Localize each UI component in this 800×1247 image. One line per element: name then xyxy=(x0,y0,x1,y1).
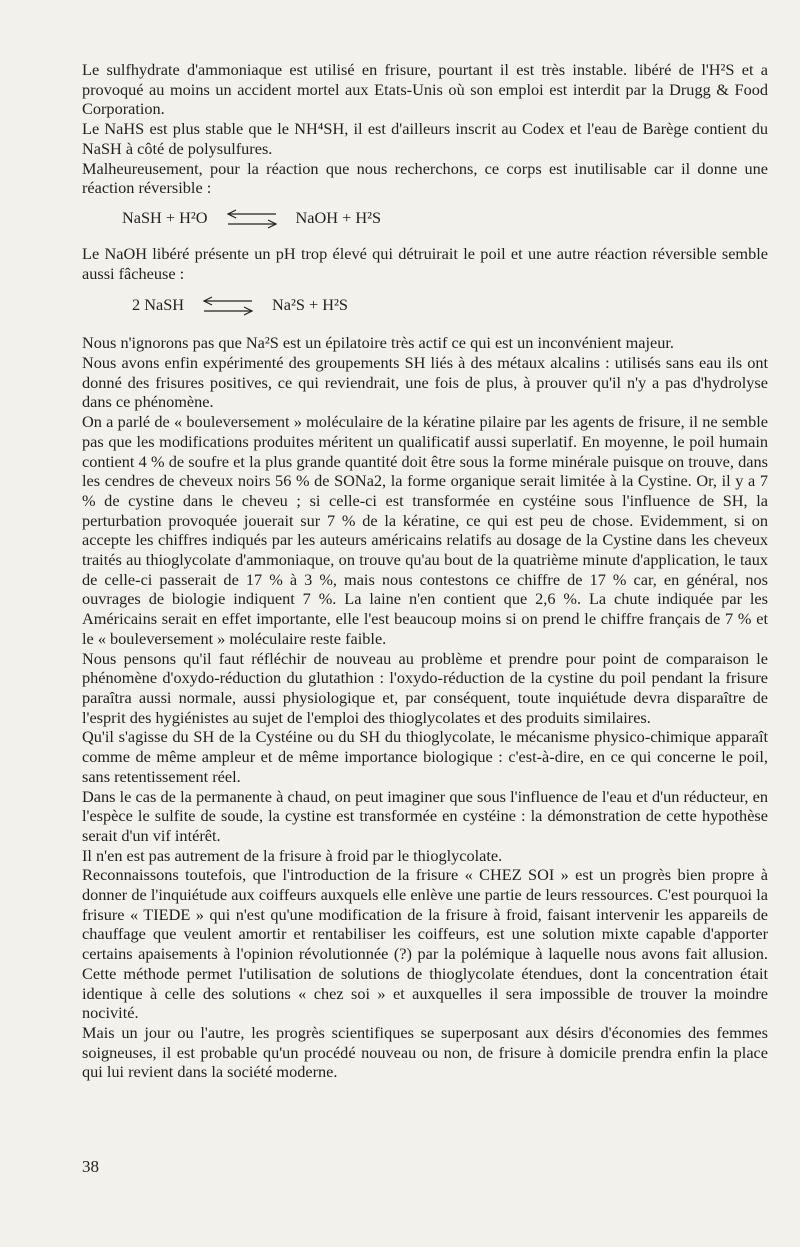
paragraph: Nous avons enfin expérimenté des groupements SH liés à des métaux alcalins : utilisés sans eau ils ont donné des frisures positives, ce qui reviendrait, une fois de plus, à prouver qu'il n'y a pas d'hydrolyse dans ce phénomène. xyxy=(82,353,768,412)
equation-right: Na²S + H²S xyxy=(272,295,348,315)
equation-reversible-2 xyxy=(82,291,768,319)
paragraph: Nous pensons qu'il faut réfléchir de nouveau au problème et prendre pour point de comparaison le phénomène d'oxydo-réduction du glutathion : l'oxydo-réduction de la cystine du poil pendant la frisure paraîtra aussi normale, aussi physiologique et, par conséquent, toute inquiétude devra disparaître de l'esprit des hygiénistes au sujet de l'emploi des thioglycolates et des produits similaires. xyxy=(82,648,768,727)
paragraph: Il n'en est pas autrement de la frisure à froid par le thioglycolate. xyxy=(82,845,503,865)
body-text xyxy=(82,60,768,1082)
page-number: 38 xyxy=(82,1157,99,1176)
equation-reversible-1 xyxy=(82,204,768,232)
paragraph: Le NaHS est plus stable que le NH⁴SH, il est d'ailleurs inscrit au Codex et l'eau de Barège contient du NaSH à côté de polysulfures. xyxy=(82,119,768,158)
reversible-arrow-icon xyxy=(224,206,280,230)
paragraph: Le NaOH libéré présente un pH trop élevé qui détruirait le poil et une autre réaction réversible semble aussi fâcheuse : xyxy=(82,243,768,283)
paragraph: Dans le cas de la permanente à chaud, on peut imaginer que sous l'influence de l'eau et d'un réducteur, en l'espèce le sulfite de soude, la cystine est transformée en cystéine : la démonstration de cette hypothèse serait d'un vif intérêt. xyxy=(82,786,768,845)
paragraph: Qu'il s'agisse du SH de la Cystéine ou du SH du thioglycolate, le mécanisme physico-chimique apparaît comme de même ampleur et de même importance biologique : c'est-à-dire, en ce qui concerne le poil, sans retentissement réel. xyxy=(82,727,768,786)
equation-left: 2 NaSH xyxy=(132,295,185,315)
equation-left: NaSH + H²O xyxy=(122,208,208,228)
paragraph: Mais un jour ou l'autre, les progrès scientifiques se superposant aux désirs d'économies des femmes soigneuses, il est probable qu'un procédé nouveau ou non, de frisure à domicile prendra enfin la place qui lui revient dans la société moderne. xyxy=(82,1022,768,1082)
paragraph: On a parlé de « bouleversement » moléculaire de la kératine pilaire par les agents de frisure, il ne semble pas que les modifications produites méritent un qualificatif aussi superlatif. En moyenne, le poil humain contient 4 % de soufre et la plus grande quantité doit être sous la forme minérale puisque on trouve, dans les cendres de cheveux noirs 56 % de SONa2, la forme organique serait limitée à la Cystine. Or, il y a 7 % de cystine dans le cheveu ; si celle-ci est transformée en cystéine sous l'influence de SH, la perturbation provoquée jouerait sur 7 % de la kératine, ce qui est peu de chose. Evidemment, si on accepte les chiffres indiqués par les auteurs américains relatifs au dosage de la Cystine dans les cheveux traités au thioglycolate d'ammoniaque, on trouve qu'au bout de la quatrième minute d'application, le taux de celle-ci passerait de 17 % à 3 %, mais nous contestons ce chiffre de 17 % car, en général, nos ouvrages de biologie indiquent 7 %. La laine n'en contient que 2,6 %. La chute indiquée par les Américains serait en effet importante, elle l'est beaucoup moins si on prend le chiffre français de 7 % et le « bouleversement » moléculaire reste faible. xyxy=(82,412,768,648)
equation-right: NaOH + H²S xyxy=(295,208,382,228)
paragraph: Malheureusement, pour la réaction que nous recherchons, ce corps est inutilisable car il donne une réaction réversible : xyxy=(82,158,768,198)
paragraph: Nous n'ignorons pas que Na²S est un épilatoire très actif ce qui est un inconvénient majeur. xyxy=(82,333,674,353)
paragraph: Reconnaissons toutefois, que l'introduction de la frisure « CHEZ SOI » est un progrès bien propre à donner de l'inquiétude aux coiffeurs auxquels elle enlève une partie de leurs ressources. C'est pourquoi la frisure « TIEDE » qui n'est qu'une modification de la frisure à froid, faisant intervenir les appareils de chauffage que veulent amortir et rentabiliser les coiffeurs, est une solution mixte capable d'apporter certains apaisements à l'opinion révolutionnée (?) par la polémique à laquelle nous avons fait allusion. Cette méthode permet l'utilisation de solutions de thioglycolate étendues, dont la concentration était identique à celle des solutions « chez soi » et auxquelles il sera impossible de trouver la moindre nocivité. xyxy=(82,865,768,1023)
reversible-arrow-icon xyxy=(200,293,256,317)
paragraph: Le sulfhydrate d'ammoniaque est utilisé en frisure, pourtant il est très instable. libéré de l'H²S et a provoqué au moins un accident mortel aux Etats-Unis où son emploi est interdit par la Drugg & Food Corporation. xyxy=(82,60,768,119)
